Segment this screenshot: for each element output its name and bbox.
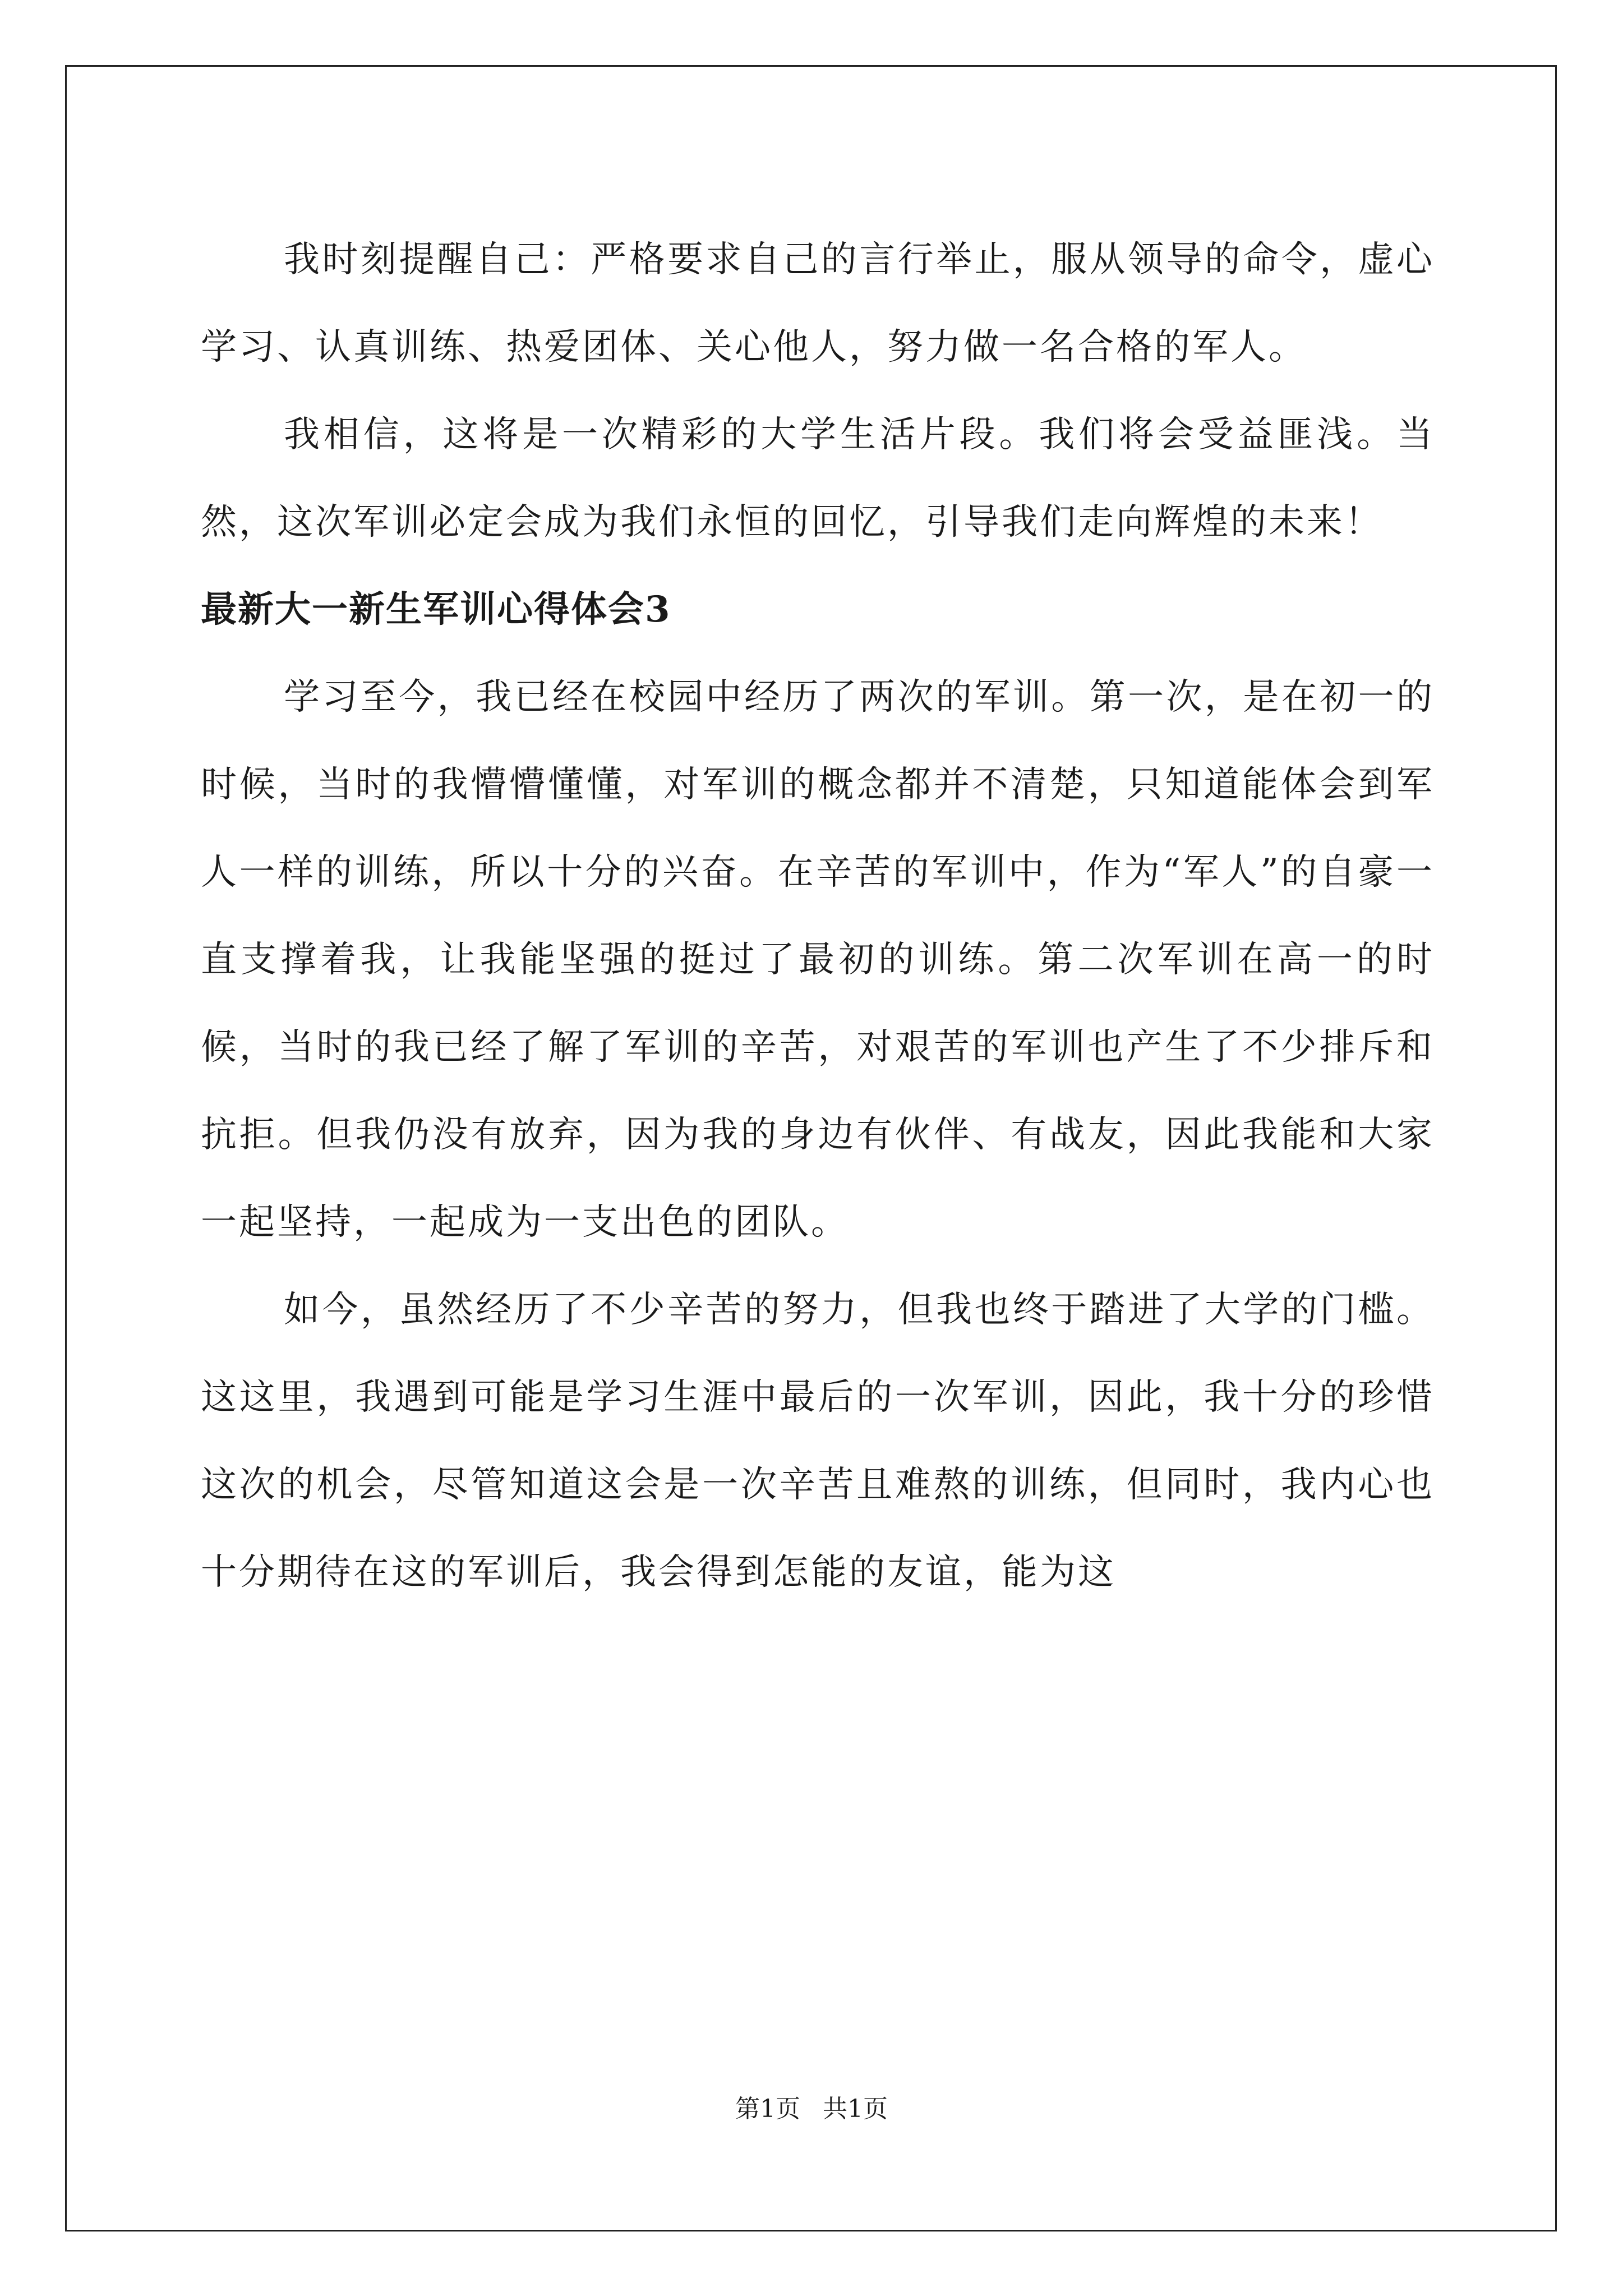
document-body: [201, 216, 1435, 1616]
paragraph-4: 如今，虽然经历了不少辛苦的努力，但我也终于踏进了大学的门槛。这这里，我遇到可能是学习生涯中最后的一次军训，因此，我十分的珍惜这次的机会，尽管知道这会是一次辛苦且难熬的训练，但同时，我内心也十分期待在这的军训后，我会得到怎能的友谊，能为这: [201, 1289, 1435, 1593]
page-number: 第1页: [735, 2095, 800, 2123]
page-total: 共1页: [823, 2095, 888, 2123]
paragraph-1: 我时刻提醒自己：严格要求自己的言行举止，服从领导的命令，虚心学习、认真训练、热爱团体、关心他人，努力做一名合格的军人。: [201, 239, 1435, 368]
paragraph-2: 我相信，这将是一次精彩的大学生活片段。我们将会受益匪浅。当然，这次军训必定会成为我们永恒的回忆，引导我们走向辉煌的未来！: [201, 414, 1435, 543]
page-footer: [0, 2092, 1623, 2126]
paragraph-3: 学习至今，我已经在校园中经历了两次的军训。第一次，是在初一的时候，当时的我懵懵懂懂，对军训的概念都并不清楚，只知道能体会到军人一样的训练，所以十分的兴奋。在辛苦的军训中，作为“军人”的自豪一直支撑着我，让我能坚强的挺过了最初的训练。第二次军训在高一的时候，当时的我已经了解了军训的辛苦，对艰苦的军训也产生了不少排斥和抗拒。但我仍没有放弃，因为我的身边有伙伴、有战友，因此我能和大家一起坚持，一起成为一支出色的团队。: [201, 677, 1435, 1243]
section-heading: 最新大一新生军训心得体会3: [201, 588, 671, 631]
